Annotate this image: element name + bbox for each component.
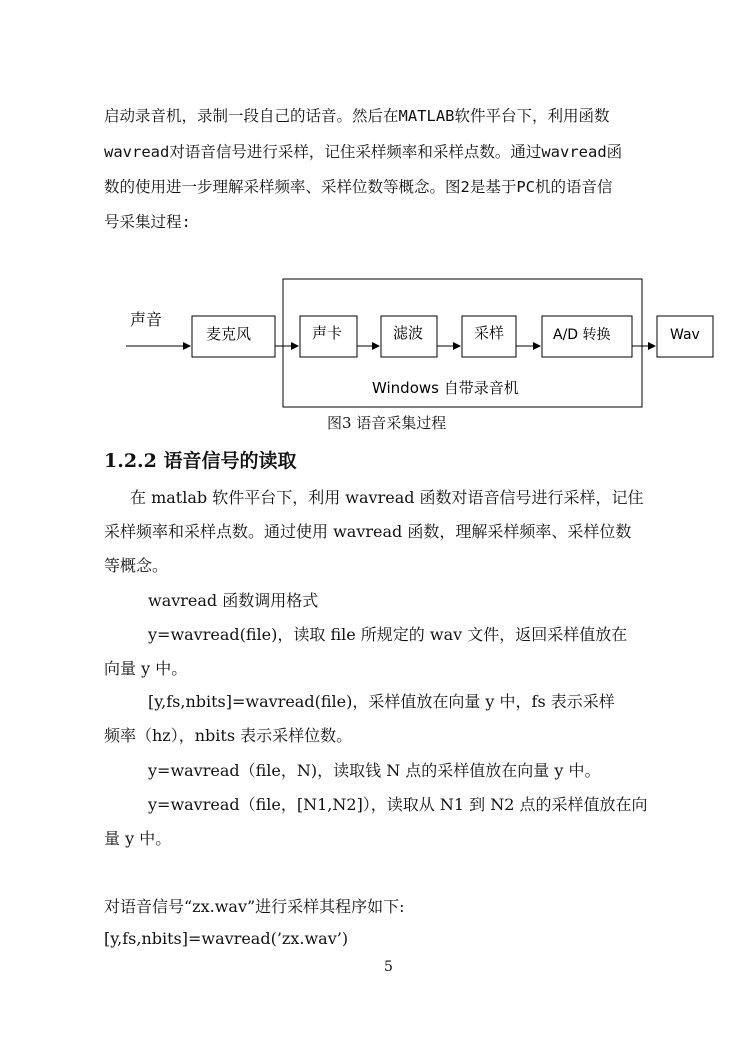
- speech-acquisition-diagram: [0, 0, 753, 440]
- page-number: 5: [384, 959, 393, 975]
- recorder-label: Windows 自带录音机: [372, 379, 519, 397]
- intro-line-2: wavread对语音信号进行采样，记住采样频率和采样点数。通过wavread函: [104, 143, 623, 161]
- soundcard-label: 声卡: [312, 324, 343, 342]
- body-line-5: y=wavread(file)，读取 file 所规定的 wav 文件，返回采样值放在: [148, 625, 628, 644]
- intro-line-4: 号采集过程:: [104, 213, 191, 231]
- body-line-7: [y,fs,nbits]=wavread(file)，采样值放在向量 y 中，fs 表示采样: [148, 692, 615, 711]
- body-line-3: 等概念。: [104, 556, 169, 575]
- adc-label: A/D 转换: [553, 327, 611, 343]
- figure-caption: 图3 语音采集过程: [327, 414, 447, 432]
- body-line-9: y=wavread（file，N)，读取钱 N 点的采样值放在向量 y 中。: [148, 761, 601, 780]
- wav-label: Wav: [670, 327, 700, 343]
- section-heading: [104, 446, 297, 473]
- intro-line-3: 数的使用进一步理解采样频率、采样位数等概念。图2是基于PC机的语音信: [104, 178, 613, 196]
- body-line-6: 向量 y 中。: [104, 659, 188, 678]
- sampling-label: 采样: [474, 324, 505, 342]
- section-title: 语音信号的读取: [163, 450, 297, 472]
- program-intro: 对语音信号“zx.wav”进行采样其程序如下:: [104, 897, 405, 916]
- filter-label: 滤波: [393, 324, 424, 342]
- body-line-1: 在 matlab 软件平台下，利用 wavread 函数对语音信号进行采样，记住: [130, 488, 644, 507]
- intro-line-1: 启动录音机，录制一段自己的话音。然后在MATLAB软件平台下，利用函数: [104, 107, 610, 125]
- code-line: [y,fs,nbits]=wavread(’zx.wav’): [104, 929, 349, 948]
- body-line-11: 量 y 中。: [104, 829, 172, 848]
- body-line-10: y=wavread（file，[N1,N2]），读取从 N1 到 N2 点的采样值放在向: [148, 795, 648, 814]
- body-line-8: 频率（hz），nbits 表示采样位数。: [104, 726, 353, 745]
- body-line-2: 采样频率和采样点数。通过使用 wavread 函数，理解采样频率、采样位数: [104, 522, 632, 541]
- section-number: 1.2.2: [104, 450, 157, 472]
- body-line-4: wavread 函数调用格式: [148, 591, 319, 610]
- input-label: 声音: [130, 310, 163, 329]
- mic-label: 麦克风: [206, 325, 252, 343]
